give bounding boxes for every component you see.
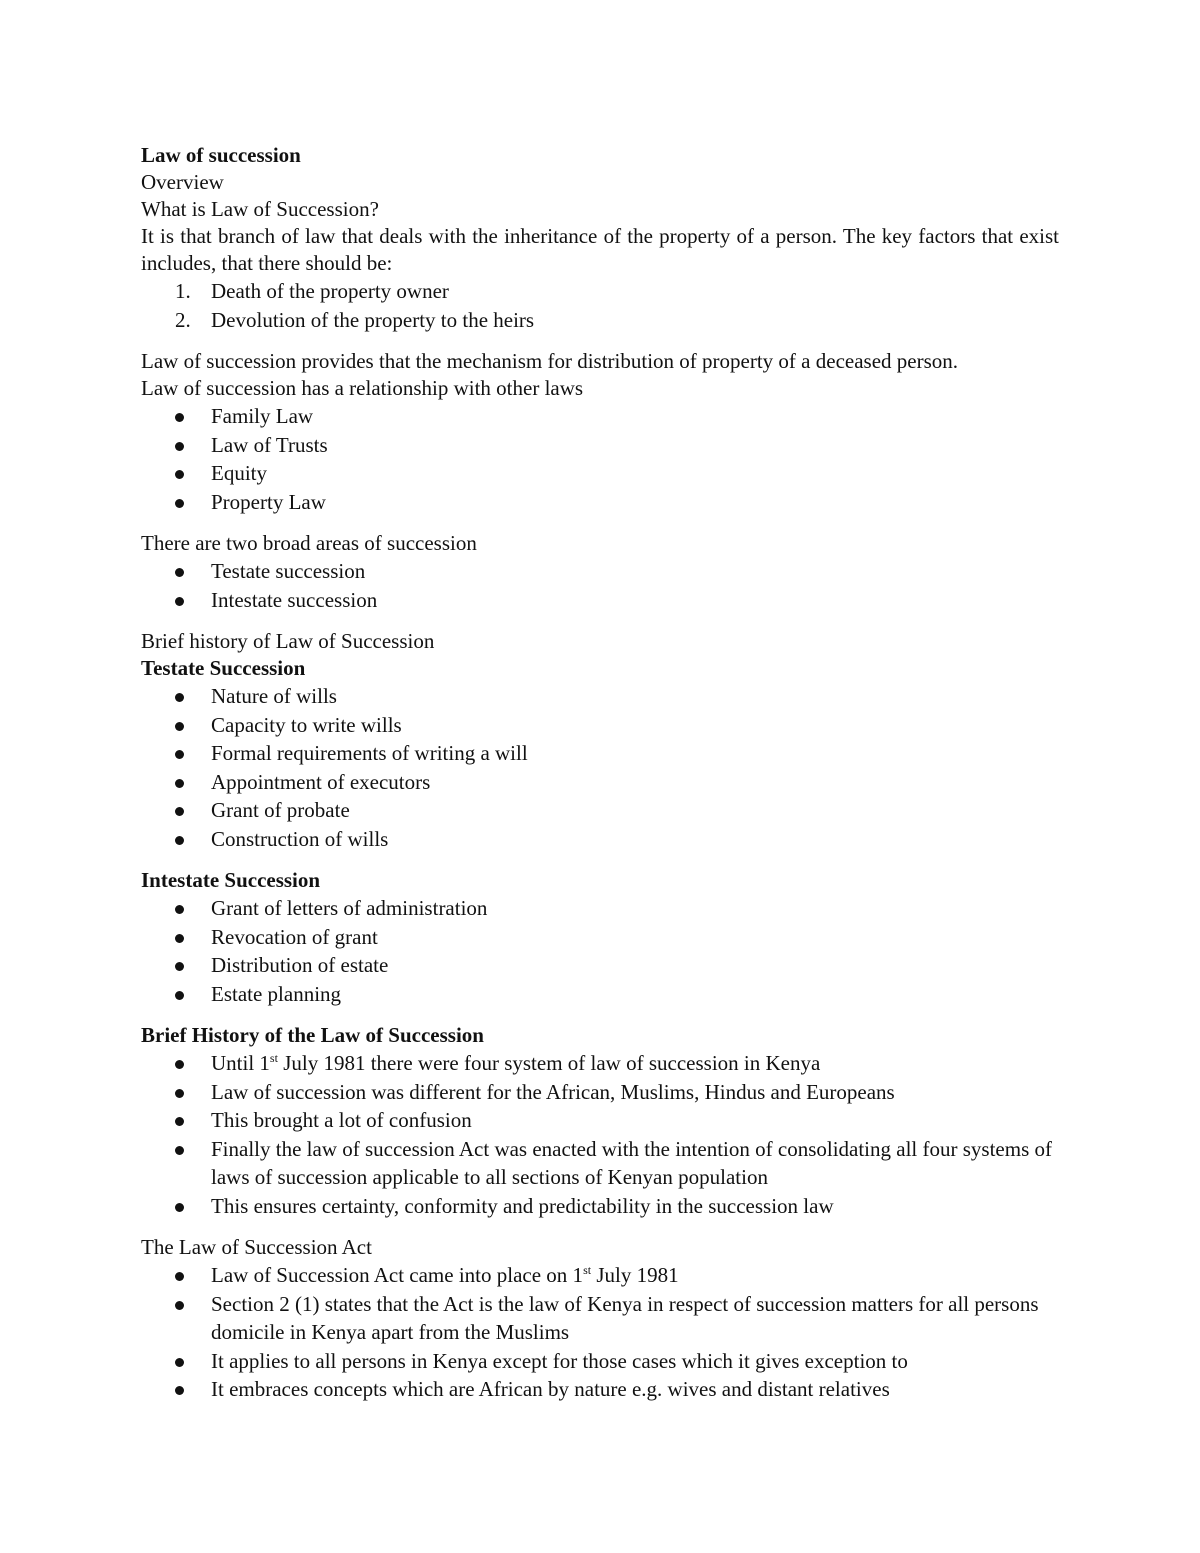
bullet-icon xyxy=(175,750,184,759)
intestate-list xyxy=(141,894,1059,1008)
list-item: It applies to all persons in Kenya except for those cases which it gives exception to xyxy=(141,1347,1059,1376)
list-item: Finally the law of succession Act was enacted with the intention of consolidating all four systems of laws of succession applicable to all sections of Kenyan population xyxy=(141,1135,1059,1192)
list-item: Law of Succession Act came into place on 1st July 1981 xyxy=(141,1261,1059,1290)
bullet-icon xyxy=(175,1272,184,1281)
bullet-icon xyxy=(175,836,184,845)
bullet-icon xyxy=(175,905,184,914)
document-title: Law of succession xyxy=(141,143,301,167)
history-heading: Brief History of the Law of Succession xyxy=(141,1023,484,1047)
bullet-icon xyxy=(175,568,184,577)
list-item: Revocation of grant xyxy=(141,923,1059,952)
areas-intro: There are two broad areas of succession xyxy=(141,531,477,555)
overview-label: Overview xyxy=(141,170,224,194)
list-item: This brought a lot of confusion xyxy=(141,1106,1059,1135)
testate-list xyxy=(141,682,1059,853)
list-item: Intestate succession xyxy=(141,586,1059,615)
mechanism-paragraph: Law of succession provides that the mechanism for distribution of property of a deceased person. xyxy=(141,349,959,373)
list-item: 2. Devolution of the property to the heirs xyxy=(175,307,535,332)
bullet-icon xyxy=(175,1146,184,1155)
list-item: 1. Death of the property owner xyxy=(175,279,449,303)
bullet-icon xyxy=(175,807,184,816)
definition-paragraph: It is that branch of law that deals with the inheritance of the property of a person. The key factors that exist includes, that there should be: xyxy=(141,224,1059,275)
bullet-icon xyxy=(175,1089,184,1098)
list-item: Grant of letters of administration xyxy=(141,894,1059,923)
bullet-icon xyxy=(175,1060,184,1069)
act-list xyxy=(141,1261,1059,1404)
list-item: Nature of wills xyxy=(141,682,1059,711)
list-item: Grant of probate xyxy=(141,796,1059,825)
list-item: Testate succession xyxy=(141,557,1059,586)
bullet-icon xyxy=(175,722,184,731)
bullet-icon xyxy=(175,1301,184,1310)
document-page xyxy=(141,142,1059,1404)
bullet-icon xyxy=(175,1117,184,1126)
testate-heading: Testate Succession xyxy=(141,656,306,680)
list-item: Law of succession was different for the African, Muslims, Hindus and Europeans xyxy=(141,1078,1059,1107)
related-laws-list xyxy=(141,402,1059,516)
bullet-icon xyxy=(175,1386,184,1395)
bullet-icon xyxy=(175,442,184,451)
act-heading: The Law of Succession Act xyxy=(141,1235,372,1259)
key-factors-list xyxy=(141,277,1059,334)
bullet-icon xyxy=(175,597,184,606)
history-list xyxy=(141,1049,1059,1220)
bullet-icon xyxy=(175,1358,184,1367)
list-item: Section 2 (1) states that the Act is the law of Kenya in respect of succession matters for all persons domicile in Kenya apart from the Muslims xyxy=(141,1290,1059,1347)
intestate-heading: Intestate Succession xyxy=(141,868,321,892)
list-item: Family Law xyxy=(141,402,1059,431)
bullet-icon xyxy=(175,779,184,788)
relationship-intro: Law of succession has a relationship with other laws xyxy=(141,376,584,400)
bullet-icon xyxy=(175,470,184,479)
list-item: Estate planning xyxy=(141,980,1059,1009)
brief-history-line: Brief history of Law of Succession xyxy=(141,629,435,653)
bullet-icon xyxy=(175,499,184,508)
list-item: Equity xyxy=(141,459,1059,488)
bullet-icon xyxy=(175,991,184,1000)
list-item: Distribution of estate xyxy=(141,951,1059,980)
list-item: Capacity to write wills xyxy=(141,711,1059,740)
bullet-icon xyxy=(175,1203,184,1212)
bullet-icon xyxy=(175,693,184,702)
list-item: It embraces concepts which are African by nature e.g. wives and distant relatives xyxy=(141,1375,1059,1404)
list-item: Formal requirements of writing a will xyxy=(141,739,1059,768)
bullet-icon xyxy=(175,934,184,943)
bullet-icon xyxy=(175,962,184,971)
question-line: What is Law of Succession? xyxy=(141,197,379,221)
areas-list xyxy=(141,557,1059,614)
bullet-icon xyxy=(175,413,184,422)
list-item: Property Law xyxy=(141,488,1059,517)
list-item: Appointment of executors xyxy=(141,768,1059,797)
list-item: This ensures certainty, conformity and predictability in the succession law xyxy=(141,1192,1059,1221)
list-item: Law of Trusts xyxy=(141,431,1059,460)
list-item: Until 1st July 1981 there were four system of law of succession in Kenya xyxy=(141,1049,1059,1078)
list-item: Construction of wills xyxy=(141,825,1059,854)
